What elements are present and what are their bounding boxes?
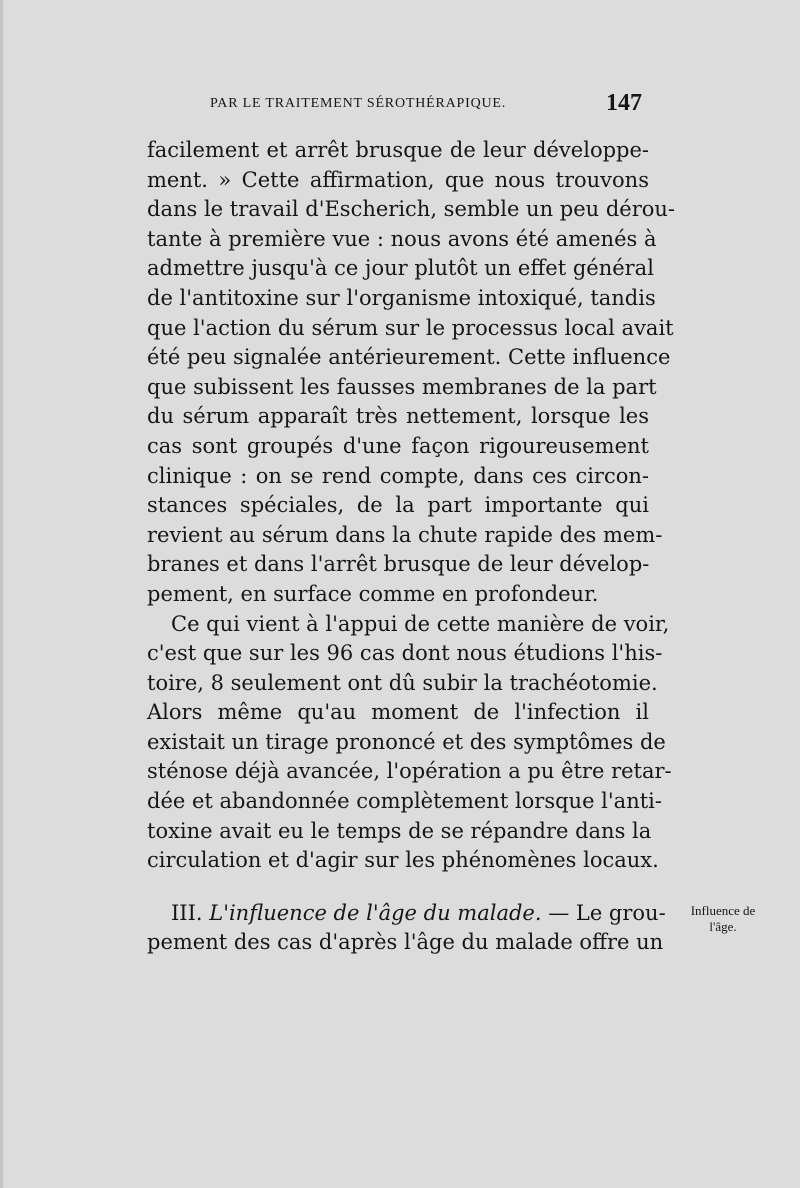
text-line: toire, 8 seulement ont dû subir la trachéotomie. bbox=[147, 670, 658, 695]
section-gap bbox=[147, 876, 649, 899]
text-line: pement, en surface comme en profondeur. bbox=[147, 581, 599, 606]
section-numeral: III. bbox=[171, 900, 203, 925]
text-line: tante à première vue : nous avons été amenés à bbox=[147, 226, 657, 251]
paragraph-1 bbox=[147, 136, 676, 610]
page-edge bbox=[0, 0, 3, 1188]
running-title: PAR LE TRAITEMENT SÉROTHÉRAPIQUE. bbox=[210, 96, 507, 111]
margin-note-line: Influence de bbox=[690, 903, 756, 918]
text-line: dans le travail d'Escherich, semble un peu dérou- bbox=[147, 197, 676, 222]
text-line: facilement et arrêt brusque de leur développe- bbox=[147, 138, 649, 162]
paragraph-2 bbox=[147, 610, 672, 876]
text-line: admettre jusqu'à ce jour plutôt un effet général bbox=[147, 256, 654, 281]
text-line: de l'antitoxine sur l'organisme intoxiqué, tandis bbox=[147, 285, 656, 310]
body-text bbox=[147, 136, 676, 958]
text-line: sténose déjà avancée, l'opération a pu être retar- bbox=[147, 759, 672, 784]
text-line: clinique : on se rend compte, dans ces circon- bbox=[147, 463, 649, 488]
text-line: existait un tirage prononcé et des symptômes de bbox=[147, 729, 666, 754]
margin-note bbox=[668, 903, 778, 935]
text-line: cas sont groupés d'une façon rigoureusement bbox=[147, 433, 649, 458]
text-line: que l'action du sérum sur le processus local avait bbox=[147, 315, 674, 340]
text-line: dée et abandonnée complètement lorsque l'anti- bbox=[147, 789, 662, 814]
text-line: pement des cas d'après l'âge du malade offre un bbox=[147, 930, 664, 955]
text-line: stances spéciales, de la part importante qui bbox=[147, 493, 649, 518]
text-line: circulation et d'agir sur les phénomènes locaux. bbox=[147, 848, 659, 873]
section-line1-rest: — Le grou- bbox=[541, 900, 666, 925]
text-line: Alors même qu'au moment de l'infection il bbox=[147, 700, 649, 725]
text-line: que subissent les fausses membranes de la part bbox=[147, 374, 657, 399]
text-line: branes et dans l'arrêt brusque de leur dévelop- bbox=[147, 552, 650, 577]
text-line: revient au sérum dans la chute rapide des mem- bbox=[147, 522, 663, 547]
text-line: c'est que sur les 96 cas dont nous étudions l'his- bbox=[147, 641, 663, 666]
page-number: 147 bbox=[606, 90, 642, 116]
text-line: toxine avait eu le temps de se répandre dans la bbox=[147, 818, 652, 843]
running-header bbox=[210, 92, 650, 122]
section-title: L'influence de l'âge du malade. bbox=[209, 900, 542, 925]
section-3-paragraph bbox=[147, 899, 666, 958]
section-heading-line bbox=[147, 899, 666, 929]
text-line: Ce qui vient à l'appui de cette manière de voir, bbox=[171, 611, 670, 636]
margin-note-line: l'âge. bbox=[709, 919, 737, 934]
text-line: du sérum apparaît très nettement, lorsque les bbox=[147, 404, 649, 429]
text-line: été peu signalée antérieurement. Cette influence bbox=[147, 345, 671, 370]
text-line: ment. » Cette affirmation, que nous trouvons bbox=[147, 167, 649, 192]
